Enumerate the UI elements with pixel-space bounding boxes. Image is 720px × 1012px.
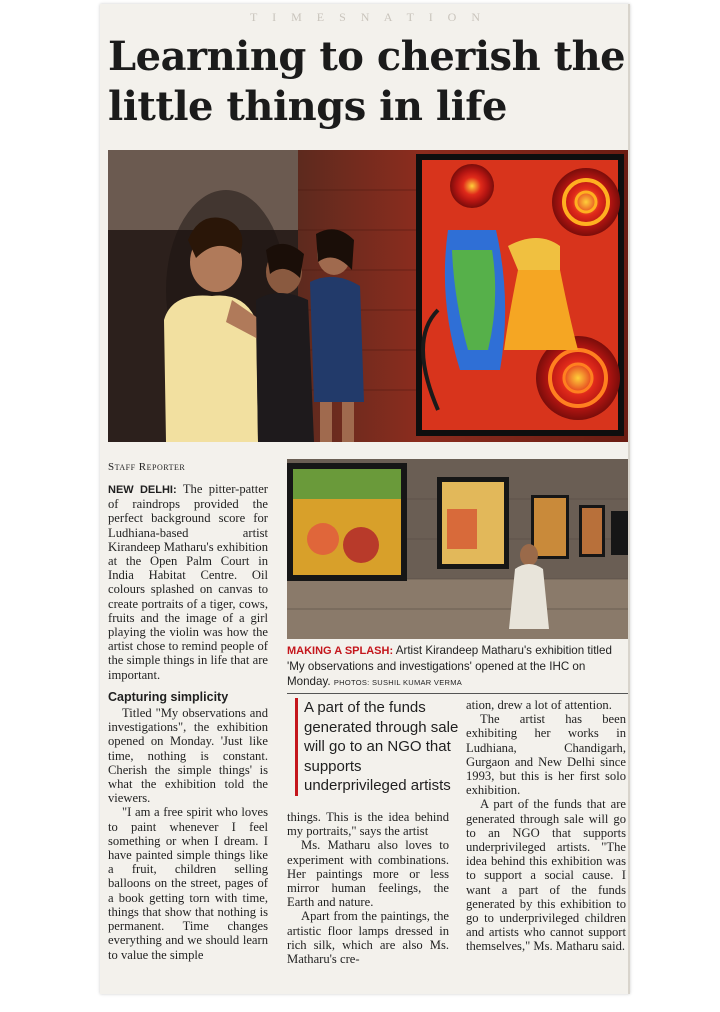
newspaper-clipping: [100, 4, 630, 994]
col2-paragraph-1: things. This is the idea behind my portraits," says the artist: [287, 810, 449, 839]
col2-paragraph-2: Ms. Matharu also loves to experiment with combinations. Her paintings more or less mirror human feelings, the Earth and nature.: [287, 838, 449, 910]
pull-quote: A part of the funds generated through sale will go to an NGO that supports underprivileged artists: [295, 698, 466, 796]
subhead-capturing-simplicity: Capturing simplicity: [108, 689, 229, 704]
col3-paragraph-3: A part of the funds that are generated through sale will go to an NGO that supports underprivileged artists. "The idea behind this exhibition was to support a social cause. I want a part of the funds generated by this exhibition to go to underprivileged children and artists who cannot support themselves," Ms. Matharu said.: [466, 797, 626, 954]
col3-paragraph-1: ation, drew a lot of attention.: [466, 698, 612, 712]
caption-lead: MAKING A SPLASH:: [287, 645, 394, 657]
col1-paragraph-3: "I am a free spirit who loves to paint whenever I feel something or when I dream. I have painted simple things like a fruit, children selling balloons on the street, pages of a book getting torn with time, things that show that nothing is permanent. Time changes everything and we should learn to value the simple: [108, 805, 268, 962]
photo-credit: PHOTOS: SUSHIL KUMAR VERMA: [333, 678, 463, 687]
col1-paragraph-2: Titled "My observations and investigations", the exhibition opened on Monday. 'Just like time, nothing is constant. Cherish the simple things' is what the exhibition told the viewers.: [108, 706, 268, 806]
column-1: [108, 482, 268, 962]
headline: [108, 32, 628, 132]
col3-paragraph-2: The artist has been exhibiting her works in Ludhiana, Chandigarh, Gurgaon and New Delhi since 1993, but this is her first solo exhibition.: [466, 712, 626, 798]
col1-paragraph-1: The pitter-patter of raindrops provided the perfect background score for Ludhiana-based artist Kirandeep Matharu's exhibition at the Open Palm Court in India Habitat Centre. Oil colours splashed on canvas to create portraits of a tiger, cows, fruits and the image of a girl playing the violin was how the artist chose to remind people of the simple things in life that are important.: [108, 482, 268, 682]
dateline: NEW DELHI:: [108, 484, 177, 496]
headline-line-1: Learning to cherish the: [108, 33, 626, 80]
main-photo-illustration: [108, 150, 628, 442]
masthead-faint: T I M E S N A T I O N: [250, 10, 487, 24]
byline: Staff Reporter: [108, 461, 186, 473]
exhibition-photo-illustration: [287, 459, 628, 639]
column-3: [466, 698, 626, 954]
headline-line-2: little things in life: [108, 83, 507, 130]
caption-divider: [287, 693, 628, 694]
caption-text: Artist Kirandeep Matharu's exhibition titled 'My observations and investigations' opened at the IHC on Monday.: [287, 644, 612, 688]
exhibition-photo: [287, 459, 628, 639]
photo-caption: [287, 643, 628, 690]
main-photo: [108, 150, 628, 442]
col2-paragraph-3: Apart from the paintings, the artistic floor lamps dressed in rich silk, which are also Ms. Matharu's cre-: [287, 909, 449, 967]
column-2: [287, 810, 449, 966]
